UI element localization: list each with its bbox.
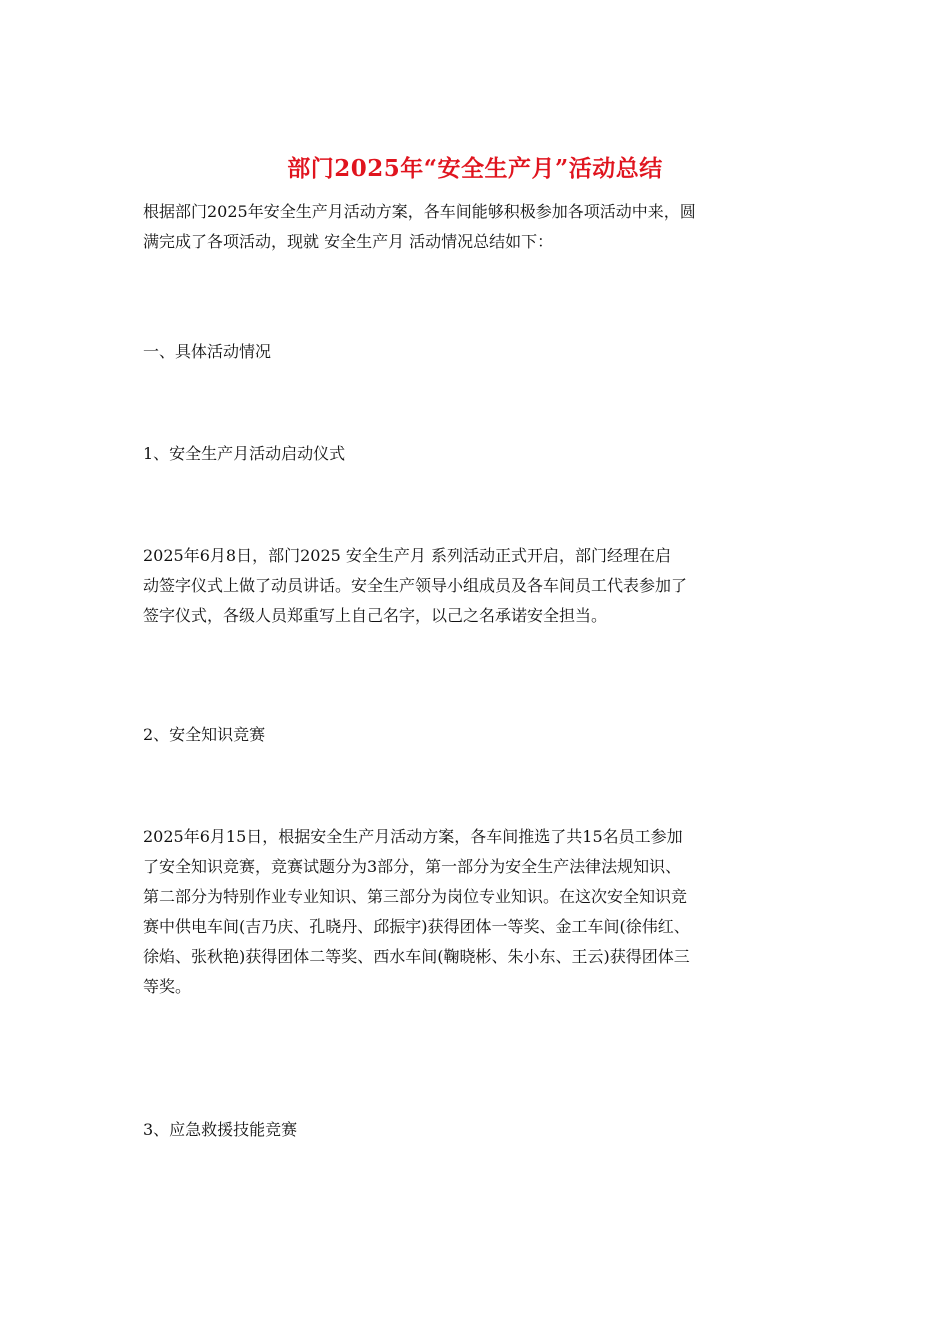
document-title: 部门2025年“安全生产月”活动总结 — [287, 155, 663, 182]
item-heading-2 — [143, 720, 811, 750]
intro-paragraph — [143, 197, 811, 257]
item-heading-3 — [143, 1115, 811, 1145]
body-line: 2025年6月8日，部门2025 安全生产月 系列活动正式开启，部门经理在启 — [143, 546, 671, 565]
intro-line: 根据部门2025年安全生产月活动方案，各车间能够积极参加各项活动中来，圆 — [143, 202, 696, 221]
intro-line: 满完成了各项活动，现就 安全生产月 活动情况总结如下： — [143, 232, 554, 251]
body-line: 签字仪式，各级人员郑重写上自己名字，以己之名承诺安全担当。 — [143, 606, 608, 625]
body-line: 等奖。 — [143, 977, 192, 996]
body-line: 徐焰、张秋艳)获得团体二等奖、西水车间(鞠晓彬、朱小东、王云)获得团体三 — [143, 947, 690, 966]
item-heading-text: 3、应急救援技能竞赛 — [143, 1120, 298, 1139]
item-heading-text: 1、安全生产月活动启动仪式 — [143, 444, 346, 463]
item-heading-1 — [143, 439, 811, 469]
body-line: 第二部分为特别作业专业知识、第三部分为岗位专业知识。在这次安全知识竞 — [143, 887, 688, 906]
item-body-1 — [143, 541, 811, 631]
section-heading-1 — [143, 337, 811, 367]
item-body-2 — [143, 822, 811, 1002]
body-line: 2025年6月15日，根据安全生产月活动方案，各车间推选了共15名员工参加 — [143, 827, 683, 846]
body-line: 了安全知识竞赛，竞赛试题分为3部分，第一部分为安全生产法律法规知识、 — [143, 857, 682, 876]
section-heading-text: 一、具体活动情况 — [143, 342, 272, 361]
item-heading-text: 2、安全知识竞赛 — [143, 725, 266, 744]
body-line: 动签字仪式上做了动员讲话。安全生产领导小组成员及各车间员工代表参加了 — [143, 576, 688, 595]
body-line: 赛中供电车间(吉乃庆、孔晓丹、邱振宇)获得团体一等奖、金工车间(徐伟红、 — [143, 917, 690, 936]
